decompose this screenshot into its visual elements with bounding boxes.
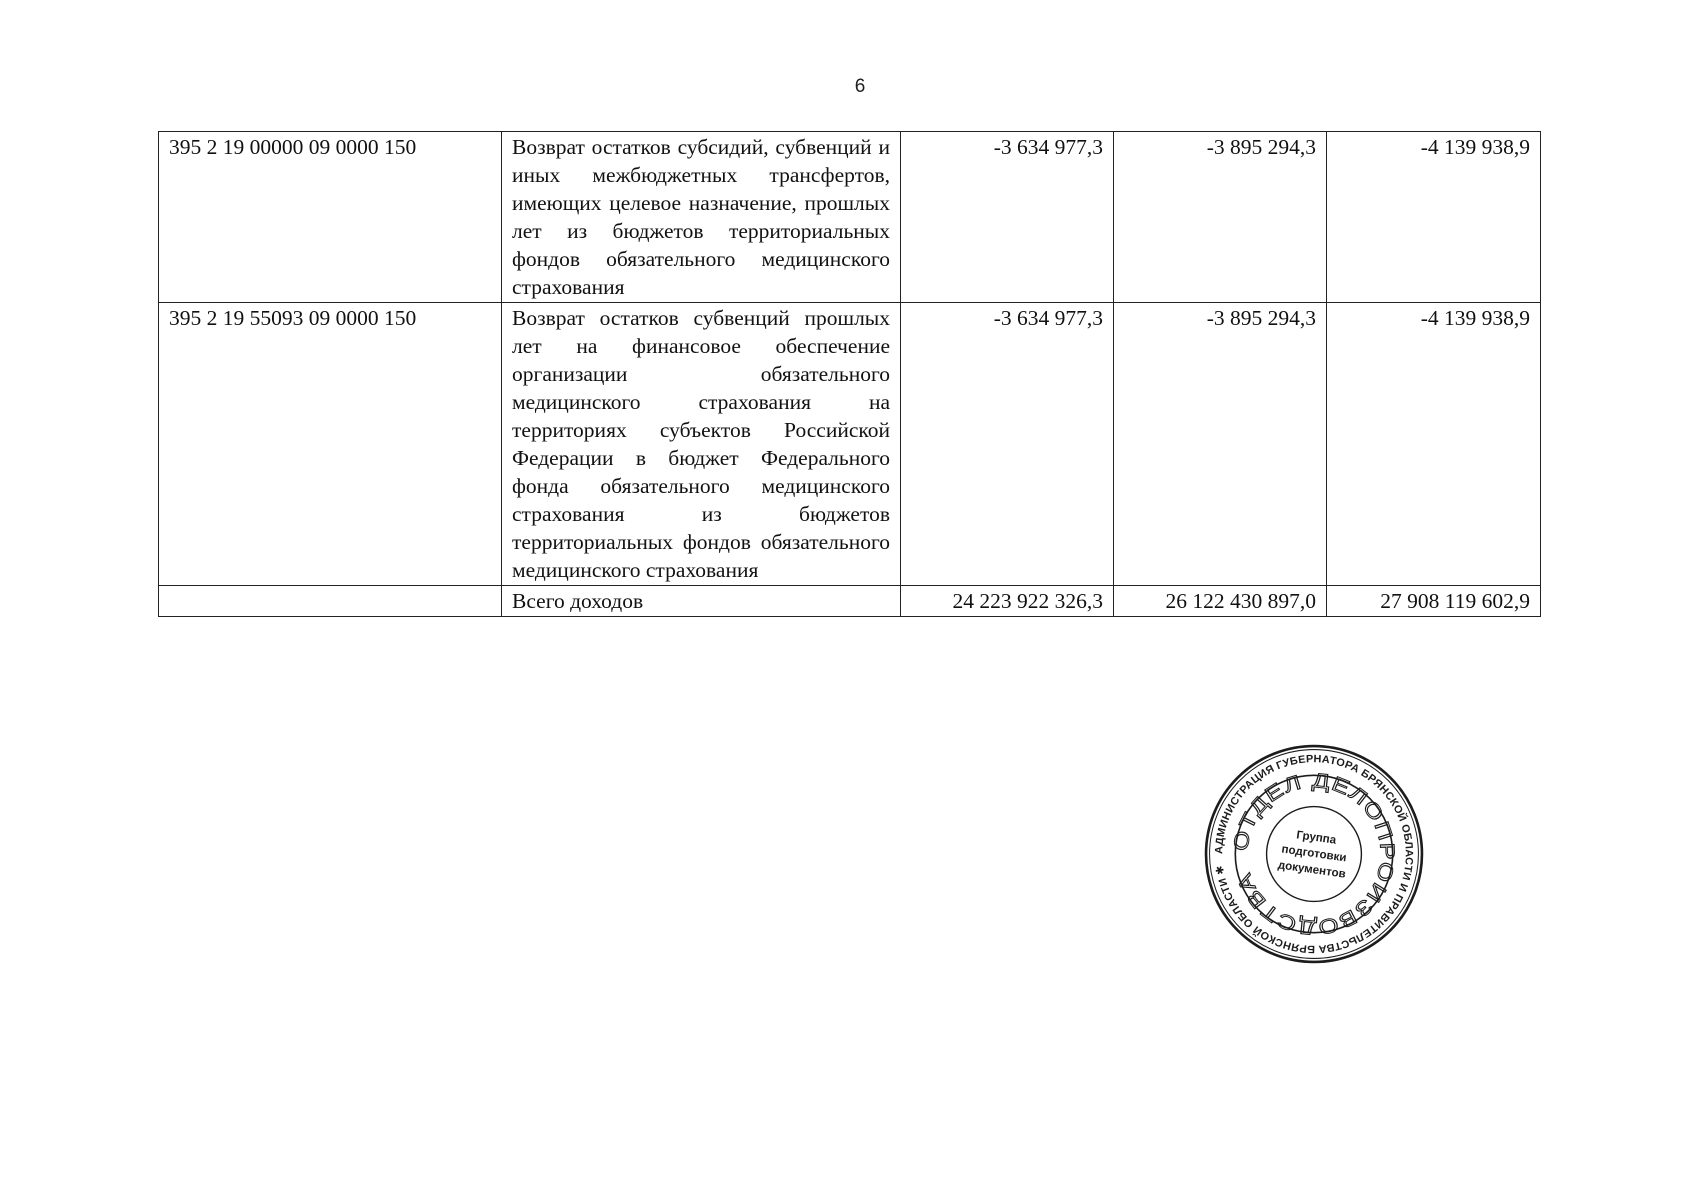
amount-year2-cell: -3 895 294,3 bbox=[1114, 303, 1327, 586]
total-code-cell bbox=[159, 586, 502, 617]
page-number: 6 bbox=[854, 76, 866, 97]
revenue-name-cell: Возврат остатков субсидий, субвенций и иных межбюджетных трансфертов, имеющих целевое назначение, прошлых лет из бюджетов территориальных фондов обязательного медицинского страхования bbox=[502, 132, 901, 303]
amount-year3-cell: -4 139 938,9 bbox=[1327, 132, 1541, 303]
amount-year1-cell: -3 634 977,3 bbox=[901, 132, 1114, 303]
stamp-center-line: Группа bbox=[1295, 828, 1338, 847]
total-year3-cell: 27 908 119 602,9 bbox=[1327, 586, 1541, 617]
revenue-name-cell: Возврат остатков субвенций прошлых лет на финансовое обеспечение организации обязательного медицинского страхования на территориях субъектов Российской Федерации в бюджет Федерального фонда обязательного медицинского страхования из бюджетов территориальных фондов обязательного медицинского страхования bbox=[502, 303, 901, 586]
table-row bbox=[159, 132, 1541, 303]
revenue-table bbox=[158, 131, 1541, 617]
amount-year3-cell: -4 139 938,9 bbox=[1327, 303, 1541, 586]
stamp-center-line: документов bbox=[1277, 858, 1347, 881]
amount-year2-cell: -3 895 294,3 bbox=[1114, 132, 1327, 303]
amount-year1-cell: -3 634 977,3 bbox=[901, 303, 1114, 586]
budget-code-cell: 395 2 19 55093 09 0000 150 bbox=[159, 303, 502, 586]
budget-code-cell: 395 2 19 00000 09 0000 150 bbox=[159, 132, 502, 303]
stamp-center-line: подготовки bbox=[1280, 842, 1348, 865]
official-stamp bbox=[1203, 743, 1425, 965]
table-row bbox=[159, 303, 1541, 586]
total-row bbox=[159, 586, 1541, 617]
stamp-outer-textpath: АДМИНИСТРАЦИЯ ГУБЕРНАТОРА БРЯНСКОЙ ОБЛАСТИ И ПРАВИТЕЛЬСТВА БРЯНСКОЙ ОБЛАСТИ ✱ bbox=[1213, 753, 1415, 955]
total-label-cell: Всего доходов bbox=[502, 586, 901, 617]
stamp-center bbox=[1277, 826, 1351, 880]
total-year1-cell: 24 223 922 326,3 bbox=[901, 586, 1114, 617]
stamp-inner-textpath: ОТДЕЛ ДЕЛОПРОИЗВОДСТВА bbox=[1229, 769, 1398, 939]
total-year2-cell: 26 122 430 897,0 bbox=[1114, 586, 1327, 617]
